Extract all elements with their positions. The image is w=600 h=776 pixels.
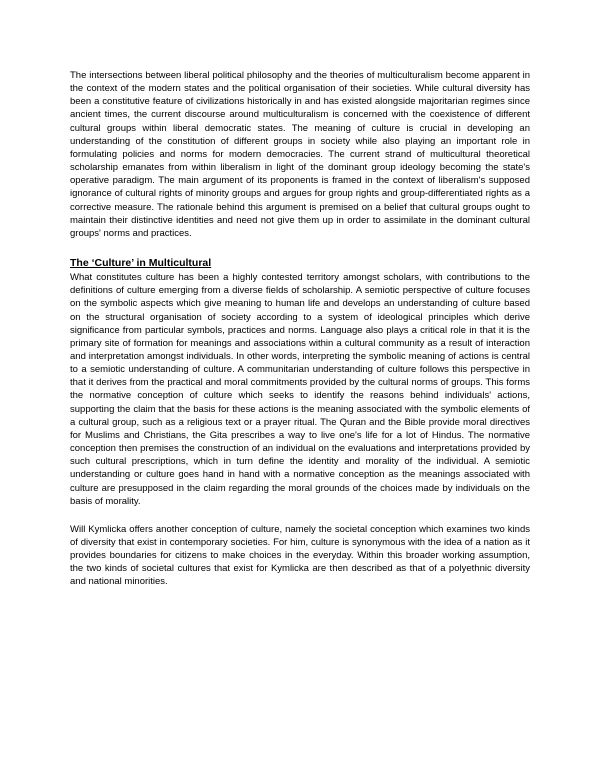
paragraph-intro: The intersections between liberal political philosophy and the theories of multiculturalism become apparent in the context of the modern states and the political organisation of their societies. While cultural diversity has been a constitutive feature of civilizations historically in and has existed alongside majoritarian regimes since ancient times, the current discourse around multiculturalism is concerned with the coexistence of different cultural groups within liberal democratic states. The meaning of culture is crucial in developing an understanding of the constitution of different groups in society while also playing an important role in formulating policies and norms for modern democracies. The current strand of multicultural theoretical scholarship emanates from within liberalism in light of the dominant group ideology becoming the state's operative paradigm. The main argument of its proponents is framed in the context of liberalism's supposed ignorance of cultural rights of minority groups and argues for group rights and group-differentiated rights as a corrective measure. The rationale behind this argument is premised on a belief that cultural groups ought to maintain their distinctive identities and need not give them up in order to assimilate in the dominant cultural groups' norms and practices.	[70, 70, 530, 239]
paragraph-kymlicka: Will Kymlicka offers another conception of culture, namely the societal conception which examines two kinds of diversity that exist in contemporary societies. For him, culture is synonymous with the idea of a nation as it provides boundaries for citizens to make choices in the everyday. Within this broader working assumption, the two kinds of societal cultures that exist for Kymlicka are then described as that of a polyethnic diversity and national minorities.	[70, 523, 530, 588]
section-heading: The ‘Culture’ in Multicultural	[70, 257, 212, 270]
paragraph-culture-definitions: What constitutes culture has been a highly contested territory amongst scholars, with contributions to the definitions of culture emerging from a diverse fields of scholarship. A semiotic perspective of culture focuses on the symbolic aspects which give meaning to human life and develops an understanding of culture based on the structural organisation of society according to a system of ideological principles which derive significance from particular symbols, practices and norms. Language also plays a critical role in that it is the primary site of formation for meanings and associations within a cultural community as a result of interaction and interpretation amongst individuals. In other words, interpreting the symbolic meaning of actions is central to a semiotic understanding of culture. A communitarian understanding of culture follows this perspective in that it derives from the practical and moral commitments provided by the cultural norms of groups. This forms the normative conception of culture which seeks to identify the reasons behind individuals' actions, supporting the claim that the basis for these actions is the meaning associated with the symbolic elements of a cultural group, such as a religious text or a prayer ritual. The Quran and the Bible provide moral directives for Muslims and Christians, the Gita prescribes a way to live one's life for a lot of Hindus. The normative conception then premises the construction of an individual on the evaluations and interpretations provided by such cultural prescriptions, which in turn define the identity and morality of the individual. A semiotic understanding or culture goes hand in hand with a normative conception as the meanings associated with culture are presupposed in the claim regarding the moral grounds of the choices made by individuals on the basis of morality.	[70, 272, 530, 507]
